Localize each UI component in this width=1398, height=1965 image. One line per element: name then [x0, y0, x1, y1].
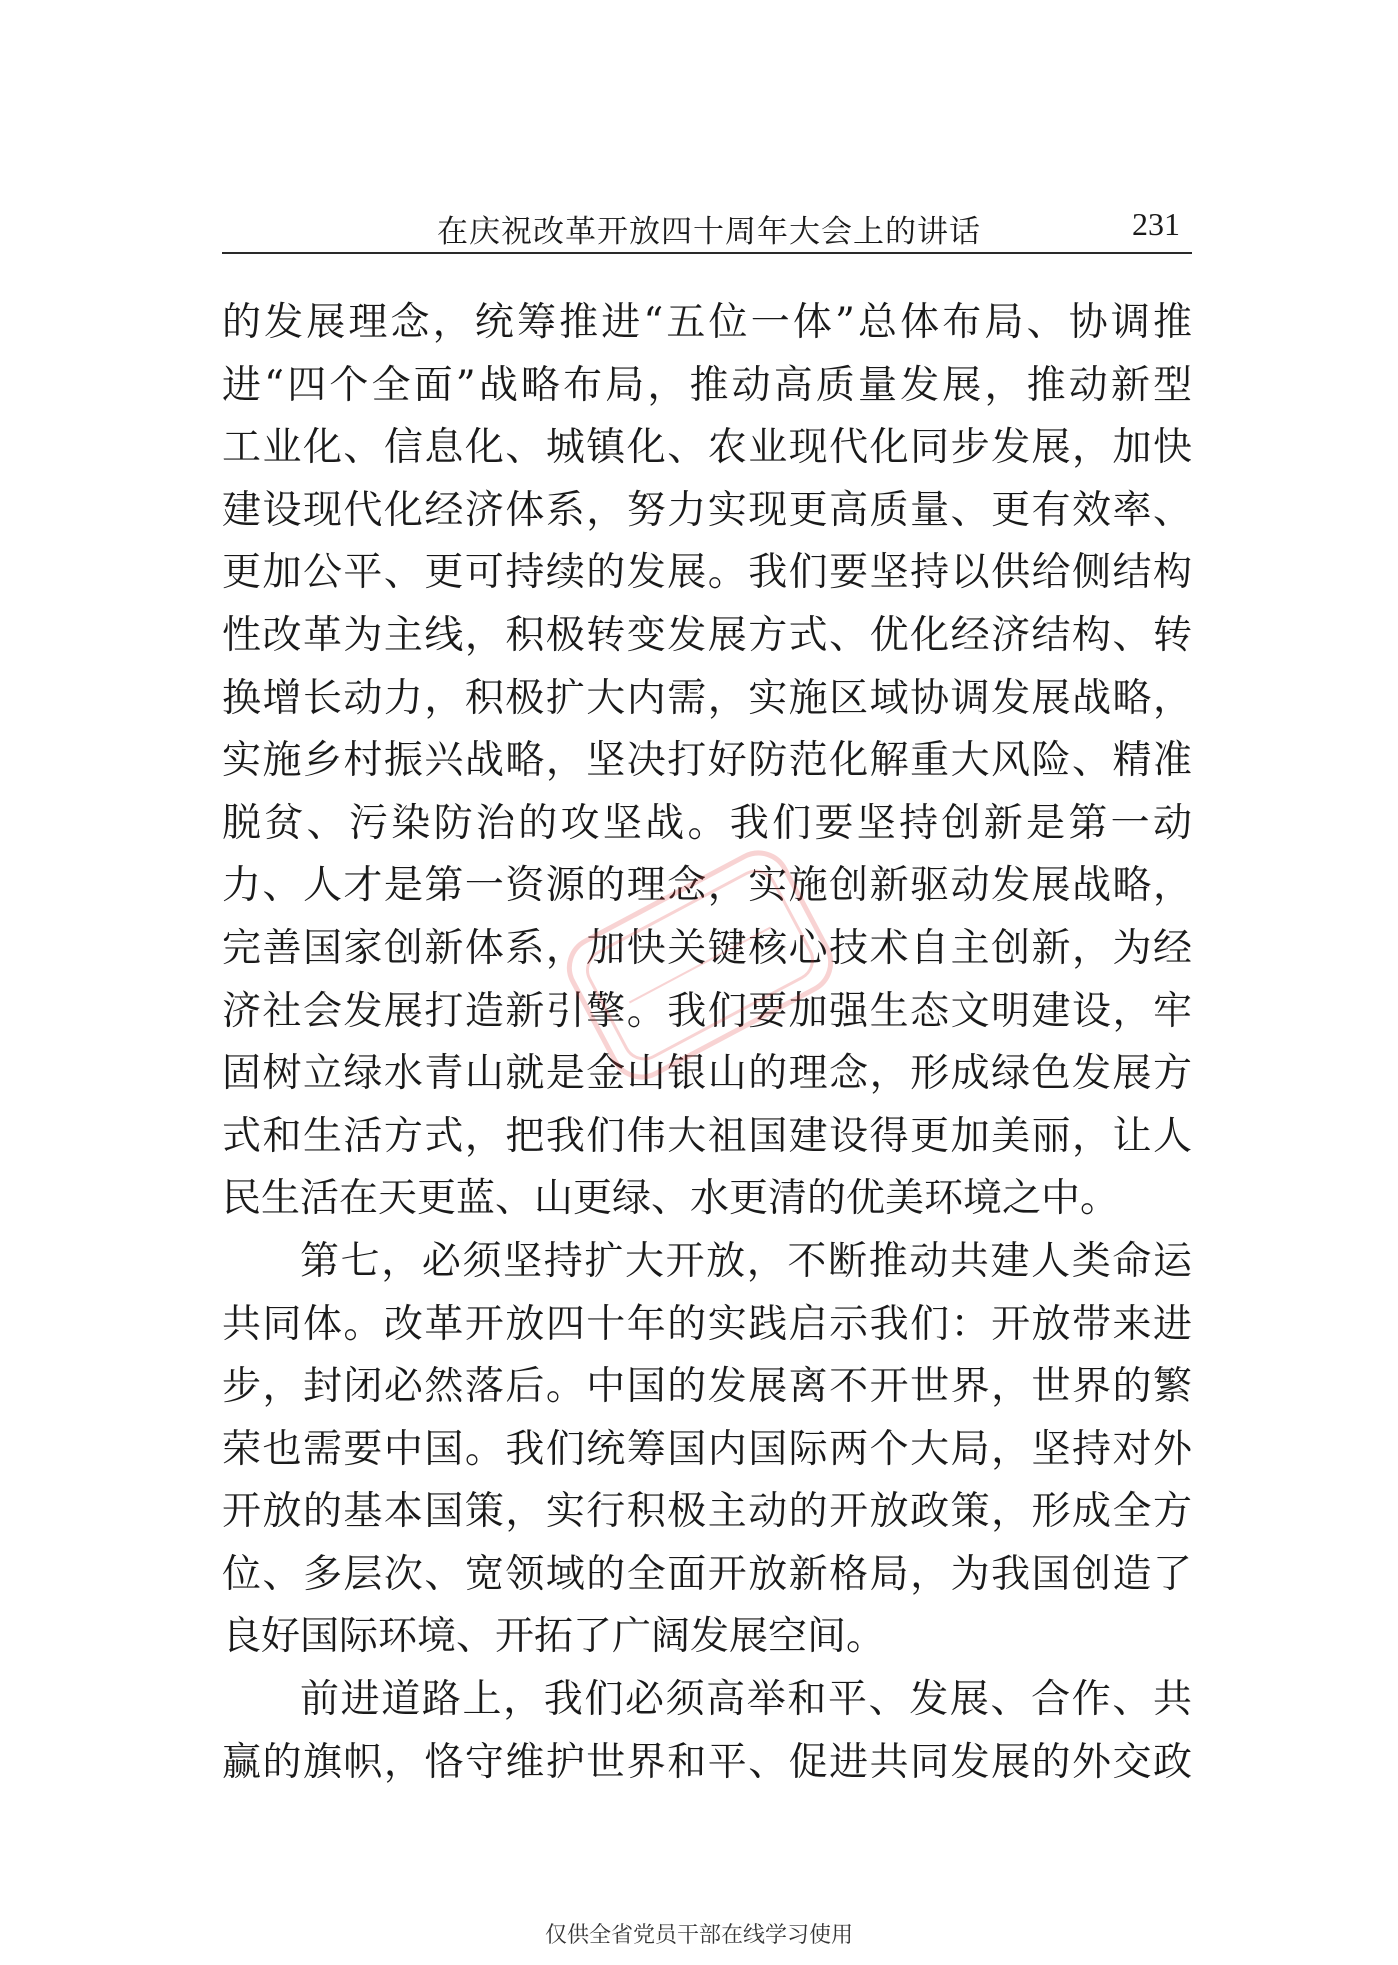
- paragraph-first-line: 第七，必须坚持扩大开放，不断推动共建人类命运: [300, 1238, 1192, 1284]
- text-line: 民生活在天更蓝、山更绿、水更清的优美环境之中。: [222, 1176, 1120, 1222]
- running-title: 在庆祝改革开放四十周年大会上的讲话: [437, 214, 981, 250]
- text-line: 步，封闭必然落后。中国的发展离不开世界，世界的繁: [222, 1364, 1192, 1410]
- text-line: 换增长动力，积极扩大内需，实施区域协调发展战略，: [222, 675, 1192, 721]
- text-line: 完善国家创新体系，加快关键核心技术自主创新，为经: [222, 925, 1192, 971]
- text-line: 赢的旗帜，恪守维护世界和平、促进共同发展的外交政: [222, 1739, 1192, 1785]
- text-line: 式和生活方式，把我们伟大祖国建设得更加美丽，让人: [222, 1113, 1192, 1159]
- text-line: 实施乡村振兴战略，坚决打好防范化解重大风险、精准: [222, 738, 1192, 784]
- text-line: 固树立绿水青山就是金山银山的理念，形成绿色发展方: [222, 1051, 1192, 1097]
- text-line: 开放的基本国策，实行积极主动的开放政策，形成全方: [222, 1489, 1192, 1535]
- text-line: 济社会发展打造新引擎。我们要加强生态文明建设，牢: [222, 988, 1192, 1034]
- text-line: 荣也需要中国。我们统筹国内国际两个大局，坚持对外: [222, 1426, 1192, 1472]
- page-number: 231: [1132, 206, 1180, 242]
- text-line: 共同体。改革开放四十年的实践启示我们：开放带来进: [222, 1301, 1192, 1347]
- running-header: [222, 200, 1192, 254]
- text-line: 更加公平、更可持续的发展。我们要坚持以供给侧结构: [222, 550, 1192, 596]
- footer-note: 仅供全省党员干部在线学习使用: [544, 1923, 853, 1948]
- text-line: 脱贫、污染防治的攻坚战。我们要坚持创新是第一动: [222, 800, 1192, 846]
- text-line: 位、多层次、宽领域的全面开放新格局，为我国创造了: [222, 1551, 1192, 1597]
- body-text: [222, 292, 1192, 1794]
- text-line: 良好国际环境、开拓了广阔发展空间。: [222, 1614, 886, 1660]
- text-line: 进“四个全面”战略布局，推动高质量发展，推动新型: [222, 362, 1192, 408]
- text-line: 建设现代化经济体系，努力实现更高质量、更有效率、: [222, 487, 1192, 533]
- text-line: 性改革为主线，积极转变发展方式、优化经济结构、转: [222, 612, 1192, 658]
- text-line: 的发展理念，统筹推进“五位一体”总体布局、协调推: [222, 300, 1192, 345]
- text-line: 力、人才是第一资源的理念，实施创新驱动发展战略，: [222, 863, 1192, 909]
- text-line: 工业化、信息化、城镇化、农业现代化同步发展，加快: [222, 425, 1192, 471]
- paragraph-first-line: 前进道路上，我们必须高举和平、发展、合作、共: [300, 1677, 1192, 1723]
